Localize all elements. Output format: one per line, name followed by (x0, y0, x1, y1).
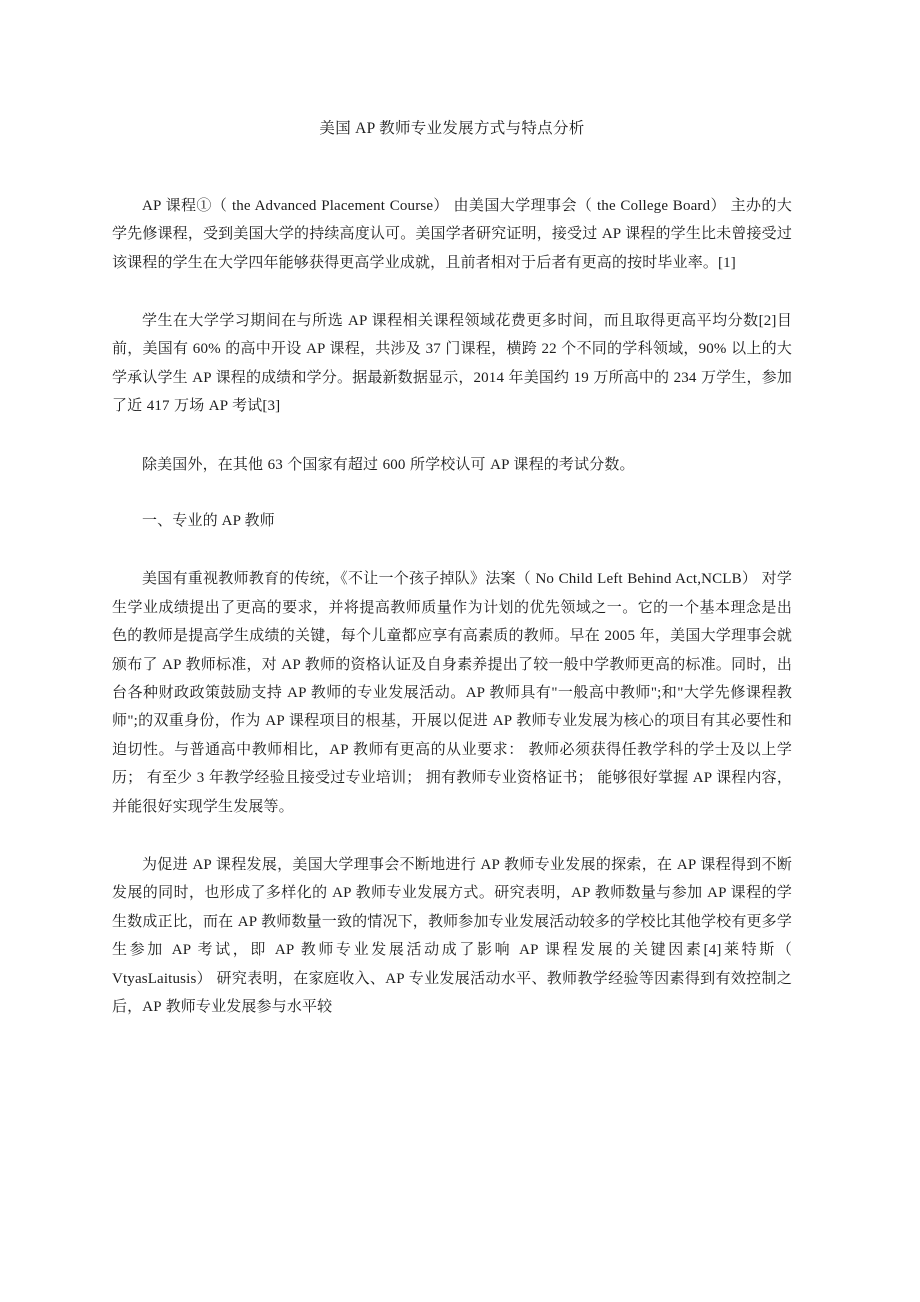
spacer-after-title (112, 140, 792, 192)
paragraph-spacer-3 (112, 479, 792, 507)
paragraph-spacer-2 (112, 421, 792, 451)
paragraph-international-recognition: 除美国外，在其他 63 个国家有超过 600 所学校认可 AP 课程的考试分数。 (142, 456, 635, 473)
paragraph-spacer-5 (112, 821, 792, 851)
section-heading-professional-ap-teachers: 一、专业的 AP 教师 (142, 512, 275, 529)
paragraph-intro-ap-course: AP 课程①（ the Advanced Placement Course） 由美国大学理事会（ the College Board） 主办的大学先修课程，受到美国大学的持续高度认可。美国学者研究证明，接受过 AP 课程的学生比未曾接受过该课程的学生在大学四年能够获得更高学业成就，且前者相对于后者有更高的按时毕业率。[1] (112, 197, 792, 271)
page-title: 美国 AP 教师专业发展方式与特点分析 (319, 120, 585, 137)
paragraph-professional-development-research: 为促进 AP 课程发展，美国大学理事会不断地进行 AP 教师专业发展的探索，在 AP 课程得到不断发展的同时，也形成了多样化的 AP 教师专业发展方式。研究表明，AP 教师数量与参加 AP 课程的学生数成正比，而在 AP 教师数量一致的情况下，教师参加专业发展活动较多的学校比其他学校有更多学生参加 AP 考试，即 AP 教师专业发展活动成了影响 AP 课程发展的关键因素[4]莱特斯（ VtyasLaitusis） 研究表明，在家庭收入、AP 专业发展活动水平、教师教学经验等因素得到有效控制之后，AP 教师专业发展参与水平较 (112, 857, 792, 1016)
paragraph-spacer-4 (112, 535, 792, 565)
paragraph-ap-statistics: 学生在大学学习期间在与所选 AP 课程相关课程领域花费更多时间，而且取得更高平均分数[2]目前，美国有 60% 的高中开设 AP 课程，共涉及 37 门课程，横跨 22 个不同的学科领域，90% 以上的大学承认学生 AP 课程的成绩和学分。据最新数据显示，2014 年美国约 19 万所高中的 234 万学生，参加了近 417 万场 AP 考试[3] (112, 312, 792, 415)
paragraph-nclb-teacher-standards: 美国有重视教师教育的传统，《不让一个孩子掉队》法案（ No Child Left Behind Act,NCLB） 对学生学业成绩提出了更高的要求，并将提高教师质量作为计划的优先领域之一。它的一个基本理念是出色的教师是提高学生成绩的关键，每个儿童都应享有高素质的教师。早在 2005 年，美国大学理事会就颁布了 AP 教师标准，对 AP 教师的资格认证及自身素养提出了较一般中学教师更高的标准。同时，出台各种财政政策鼓励支持 AP 教师的专业发展活动。AP 教师具有"一般高中教师";和"大学先修课程教师";的双重身份，作为 AP 课程项目的根基，开展以促进 AP 教师专业发展为核心的项目有其必要性和迫切性。与普通高中教师相比，AP 教师有更高的从业要求： 教师必须获得任教学科的学士及以上学历； 有至少 3 年教学经验且接受过专业培训； 拥有教师专业资格证书； 能够很好掌握 AP 课程内容，并能很好实现学生发展等。 (112, 571, 792, 815)
document-content (112, 0, 792, 1021)
paragraph-spacer-1 (112, 277, 792, 307)
